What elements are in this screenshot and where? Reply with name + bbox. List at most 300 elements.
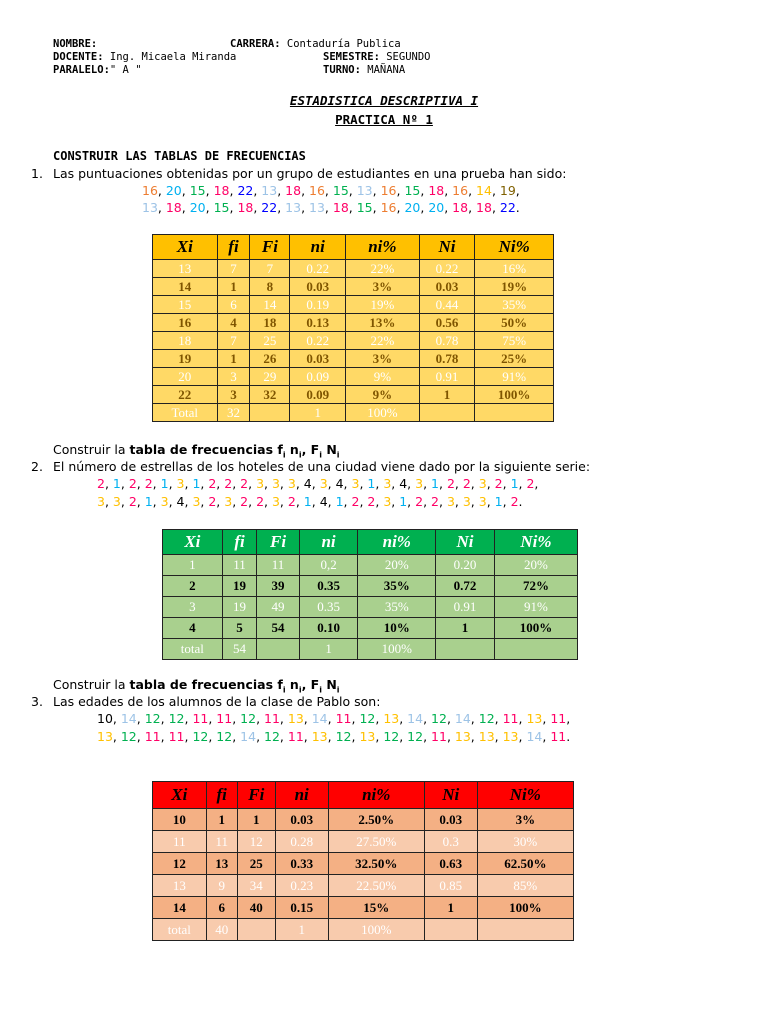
table-cell: 1 xyxy=(419,386,475,404)
table-cell: 0.22 xyxy=(419,260,475,278)
table-row xyxy=(153,386,554,404)
series-value: 13 xyxy=(142,200,158,215)
series-separator: , xyxy=(264,494,272,509)
carrera-field: CARRERA: Contaduría Publica xyxy=(230,38,401,50)
table-cell: 7 xyxy=(217,260,250,278)
table-cell: 1 xyxy=(163,555,223,576)
series-separator: , xyxy=(232,494,241,509)
series-value: 1 xyxy=(494,494,503,509)
table-cell: 0.78 xyxy=(419,350,475,368)
series-separator: , xyxy=(391,476,400,491)
series-value: 14 xyxy=(526,729,543,744)
series-value: 13 xyxy=(287,711,304,726)
table-cell: 85% xyxy=(477,875,573,897)
table-cell: 35% xyxy=(358,576,436,597)
table-cell: 0.13 xyxy=(290,314,346,332)
table-header-row xyxy=(163,530,578,555)
table-cell: 72% xyxy=(494,576,577,597)
table-cell: 30% xyxy=(477,831,573,853)
series-value: 12 xyxy=(359,711,376,726)
series-separator: , xyxy=(375,476,384,491)
series-separator: , xyxy=(470,729,479,744)
series-separator: , xyxy=(136,711,145,726)
series-separator: , xyxy=(375,711,384,726)
series-value: 2 xyxy=(256,494,265,509)
series-separator: , xyxy=(279,494,288,509)
table-cell: 1 xyxy=(436,618,495,639)
table-cell xyxy=(494,639,577,660)
series-separator: , xyxy=(494,711,503,726)
problem3-number: 3. xyxy=(31,694,43,709)
column-header: fi xyxy=(222,530,257,555)
series-value: 12 xyxy=(264,729,280,744)
series-value: 3 xyxy=(256,476,265,491)
table-cell xyxy=(237,919,275,941)
series-value: 4 xyxy=(176,494,185,509)
series-value: 13 xyxy=(359,729,376,744)
table-cell: 19% xyxy=(475,278,554,296)
series-separator: , xyxy=(324,183,333,198)
series-separator: , xyxy=(399,729,408,744)
series-separator: , xyxy=(248,494,257,509)
table-cell: 25% xyxy=(475,350,554,368)
table-cell: 25 xyxy=(237,853,275,875)
series-separator: , xyxy=(248,476,257,491)
series-value: 13 xyxy=(502,729,519,744)
series-separator: , xyxy=(301,200,310,215)
series-value: 12 xyxy=(478,711,495,726)
series-value: 3 xyxy=(224,494,233,509)
semestre-field: SEMESTRE: SEGUNDO xyxy=(323,51,431,63)
column-header: fi xyxy=(206,782,237,809)
table-cell: 91% xyxy=(475,368,554,386)
series-value: 3 xyxy=(478,494,487,509)
table-cell: 10 xyxy=(153,809,207,831)
table-cell: 32.50% xyxy=(328,853,424,875)
series-value: 2 xyxy=(446,476,455,491)
table-row xyxy=(153,404,554,422)
table-cell: Total xyxy=(153,404,218,422)
series-value: 2 xyxy=(240,476,249,491)
table-cell: 11 xyxy=(222,555,257,576)
table-cell: 13% xyxy=(346,314,420,332)
series-value: 1 xyxy=(367,476,376,491)
series-separator: , xyxy=(438,494,447,509)
series-separator: , xyxy=(301,183,310,198)
series-separator: , xyxy=(502,476,511,491)
series-value: 2 xyxy=(415,494,424,509)
series-separator: , xyxy=(232,711,241,726)
table-cell: 9% xyxy=(346,368,420,386)
table-cell: 8 xyxy=(250,278,290,296)
series-value: 18 xyxy=(428,183,445,198)
main-title: ESTADISTICA DESCRIPTIVA I xyxy=(289,93,479,108)
table-cell: 2 xyxy=(163,576,223,597)
table-cell xyxy=(477,919,573,941)
table-cell: 0.03 xyxy=(290,350,346,368)
series-value: 18 xyxy=(476,200,492,215)
series-value: 13 xyxy=(526,711,543,726)
series-separator: , xyxy=(160,729,169,744)
series-value: 3 xyxy=(176,476,185,491)
table-cell: 22% xyxy=(346,260,420,278)
column-header: fi xyxy=(217,235,250,260)
series-separator: , xyxy=(407,494,416,509)
series-separator: , xyxy=(216,476,225,491)
table-cell: 0,2 xyxy=(299,555,358,576)
series-separator: , xyxy=(438,476,447,491)
series-separator: , xyxy=(486,476,495,491)
series-separator: , xyxy=(444,200,453,215)
series-separator: , xyxy=(423,711,432,726)
series-value: 12 xyxy=(192,729,209,744)
series-value: 15 xyxy=(404,183,421,198)
table-cell: 0.28 xyxy=(275,831,328,853)
series-value: 11 xyxy=(502,711,519,726)
series-separator: , xyxy=(327,729,336,744)
table-cell: 0.15 xyxy=(275,897,328,919)
series-value: 2 xyxy=(510,494,519,509)
table-cell: 22.50% xyxy=(328,875,424,897)
table-cell: 9% xyxy=(346,386,420,404)
series-value: 3 xyxy=(351,476,360,491)
table-row xyxy=(163,618,578,639)
table-cell: 25 xyxy=(250,332,290,350)
table-cell: 15% xyxy=(328,897,424,919)
table-cell: 0.03 xyxy=(419,278,475,296)
table-row xyxy=(153,350,554,368)
series-value: 15 xyxy=(213,200,230,215)
series-separator: , xyxy=(136,494,145,509)
series-value: 11 xyxy=(264,711,280,726)
series-separator: , xyxy=(181,183,190,198)
column-header: Ni xyxy=(419,235,475,260)
table-header-row xyxy=(153,235,554,260)
series-value: 13 xyxy=(261,183,278,198)
series-separator: , xyxy=(515,183,520,198)
series-separator: , xyxy=(407,476,416,491)
column-header: Ni% xyxy=(477,782,573,809)
table-cell: 1 xyxy=(217,350,250,368)
table-cell: 9 xyxy=(206,875,237,897)
series-separator: , xyxy=(420,200,429,215)
series-separator: , xyxy=(279,729,288,744)
table-row xyxy=(153,897,574,919)
series-value: 3 xyxy=(319,476,328,491)
table-cell: 0.35 xyxy=(299,576,358,597)
series-separator: , xyxy=(152,494,161,509)
series-separator: , xyxy=(372,200,381,215)
series-value: 1 xyxy=(144,494,153,509)
table-cell: 0.3 xyxy=(424,831,477,853)
series-separator: , xyxy=(396,200,405,215)
series-separator: , xyxy=(229,200,238,215)
series-value: 2 xyxy=(526,476,535,491)
table-cell: 19 xyxy=(222,597,257,618)
series-value: 13 xyxy=(309,200,325,215)
series-separator: , xyxy=(423,494,432,509)
table-cell: 49 xyxy=(257,597,299,618)
series-separator: , xyxy=(160,711,169,726)
series-value: 4 xyxy=(335,476,344,491)
table-cell: 0.56 xyxy=(419,314,475,332)
series-value: 22 xyxy=(499,200,516,215)
series-value: 22 xyxy=(237,183,254,198)
series-value: 4 xyxy=(399,476,408,491)
table-cell: 19% xyxy=(346,296,420,314)
table-cell: 15 xyxy=(153,296,218,314)
column-header: ni% xyxy=(358,530,436,555)
series-separator: , xyxy=(184,476,193,491)
table-cell: 6 xyxy=(217,296,250,314)
series-value: 14 xyxy=(407,711,424,726)
column-header: Fi xyxy=(250,235,290,260)
series-separator: , xyxy=(327,494,336,509)
table-cell: 39 xyxy=(257,576,299,597)
series-value: 2 xyxy=(144,476,153,491)
table-cell: 91% xyxy=(494,597,577,618)
series-value: 3 xyxy=(271,476,280,491)
series-value: 15 xyxy=(189,183,206,198)
series-separator: , xyxy=(295,476,304,491)
series-value: 3 xyxy=(383,494,392,509)
table-row xyxy=(153,919,574,941)
series-separator: , xyxy=(232,476,241,491)
series-separator: , xyxy=(423,476,432,491)
table-row xyxy=(163,576,578,597)
column-header: Ni xyxy=(436,530,495,555)
series-value: 11 xyxy=(287,729,304,744)
table-cell: 1 xyxy=(217,278,250,296)
series-separator: , xyxy=(518,476,527,491)
table-row xyxy=(153,278,554,296)
series-separator: , xyxy=(184,494,193,509)
table-cell: 13 xyxy=(153,875,207,897)
series-separator: , xyxy=(351,729,360,744)
table-cell: 35% xyxy=(475,296,554,314)
table-cell: 1 xyxy=(299,639,358,660)
table-row xyxy=(153,260,554,278)
series-value: 2 xyxy=(351,494,360,509)
series-value: 1 xyxy=(192,476,201,491)
series-value: 3 xyxy=(160,494,169,509)
table-cell: 3% xyxy=(346,350,420,368)
series-separator: , xyxy=(295,494,304,509)
table-cell: 26 xyxy=(250,350,290,368)
instruction-2: Construir la tabla de frecuencias $f_i$ $n_i$, $F_i$ $N_i$ xyxy=(53,677,340,695)
table-cell xyxy=(257,639,299,660)
table-cell: 12 xyxy=(153,853,207,875)
table-cell: 0.35 xyxy=(299,597,358,618)
table-cell: 1 xyxy=(275,919,328,941)
series-value: 18 xyxy=(452,200,469,215)
series-value: 13 xyxy=(454,729,471,744)
table-cell: 0.22 xyxy=(290,260,346,278)
series-separator: , xyxy=(491,183,500,198)
series-separator: , xyxy=(181,200,190,215)
series-separator: , xyxy=(359,494,368,509)
series-value: 10 xyxy=(97,711,113,726)
section-title: CONSTRUIR LAS TABLAS DE FRECUENCIAS xyxy=(53,149,306,163)
series-separator: , xyxy=(208,711,217,726)
table-cell: 0.85 xyxy=(424,875,477,897)
series-value: 11 xyxy=(168,729,185,744)
series-separator: , xyxy=(216,494,225,509)
table-cell: 32 xyxy=(250,386,290,404)
series-separator: , xyxy=(205,200,214,215)
table-cell: 1 xyxy=(206,809,237,831)
series-value: 16 xyxy=(380,200,397,215)
table-cell: 20% xyxy=(494,555,577,576)
problem1-number: 1. xyxy=(31,166,43,181)
table-cell: total xyxy=(153,919,207,941)
table-cell: 0.23 xyxy=(275,875,328,897)
series-separator: , xyxy=(311,494,320,509)
table-row xyxy=(163,555,578,576)
table-row xyxy=(163,597,578,618)
column-header: ni xyxy=(275,782,328,809)
column-header: Fi xyxy=(237,782,275,809)
series-value: 1 xyxy=(335,494,344,509)
series-separator: , xyxy=(120,494,129,509)
series-separator: , xyxy=(136,729,145,744)
problem2-series-line1 xyxy=(97,476,538,491)
series-value: 16 xyxy=(142,183,158,198)
table-cell: 0.78 xyxy=(419,332,475,350)
series-separator: , xyxy=(454,494,463,509)
series-value: 12 xyxy=(335,729,352,744)
series-value: 20 xyxy=(428,200,445,215)
series-separator: , xyxy=(256,729,265,744)
table-cell: 11 xyxy=(153,831,207,853)
series-value: 3 xyxy=(478,476,487,491)
series-separator: , xyxy=(423,729,432,744)
table-cell: 7 xyxy=(217,332,250,350)
series-separator: , xyxy=(184,711,193,726)
table-cell: 32 xyxy=(217,404,250,422)
table-cell: 10% xyxy=(358,618,436,639)
series-separator: , xyxy=(157,183,166,198)
series-value: 16 xyxy=(380,183,397,198)
series-value: 18 xyxy=(332,200,349,215)
series-separator: , xyxy=(343,476,352,491)
series-separator: , xyxy=(112,711,121,726)
series-separator: , xyxy=(468,200,477,215)
table-row xyxy=(153,314,554,332)
series-value: 3 xyxy=(415,476,424,491)
series-separator: , xyxy=(112,729,121,744)
table-cell: 35% xyxy=(358,597,436,618)
series-value: 15 xyxy=(332,183,349,198)
table-cell: 0.72 xyxy=(436,576,495,597)
practica-title: PRACTICA Nº 1 xyxy=(335,112,433,127)
column-header: Fi xyxy=(257,530,299,555)
series-separator: , xyxy=(542,711,551,726)
table-cell: 16 xyxy=(153,314,218,332)
series-separator: , xyxy=(359,476,368,491)
frequency-table-3 xyxy=(152,781,574,941)
table-cell: 100% xyxy=(346,404,420,422)
series-separator: , xyxy=(232,729,241,744)
problem2-number: 2. xyxy=(31,459,43,474)
series-separator: , xyxy=(327,711,336,726)
table-cell: 40 xyxy=(237,897,275,919)
series-value: 3 xyxy=(383,476,392,491)
table-row xyxy=(153,368,554,386)
table-cell: 16% xyxy=(475,260,554,278)
table-cell: 14 xyxy=(153,897,207,919)
table-row xyxy=(153,875,574,897)
column-header: ni% xyxy=(346,235,420,260)
series-value: 13 xyxy=(356,183,373,198)
table-cell: 0.10 xyxy=(299,618,358,639)
table-cell xyxy=(475,404,554,422)
column-header: Ni% xyxy=(494,530,577,555)
table-cell: 29 xyxy=(250,368,290,386)
table-cell: 3% xyxy=(477,809,573,831)
series-value: 14 xyxy=(311,711,328,726)
series-separator: , xyxy=(470,494,479,509)
table-cell: 18 xyxy=(250,314,290,332)
series-value: 4 xyxy=(303,476,312,491)
series-separator: , xyxy=(208,729,217,744)
series-value: 11 xyxy=(192,711,209,726)
series-value: 2 xyxy=(494,476,503,491)
table-cell: 27.50% xyxy=(328,831,424,853)
series-value: 3 xyxy=(287,476,296,491)
series-value: 2 xyxy=(224,476,233,491)
series-value: 1 xyxy=(112,476,121,491)
table-cell: 0.20 xyxy=(436,555,495,576)
series-value: 1 xyxy=(399,494,408,509)
series-separator: , xyxy=(200,476,209,491)
series-value: 12 xyxy=(407,729,424,744)
table-cell: 2.50% xyxy=(328,809,424,831)
series-value: 12 xyxy=(216,729,233,744)
series-value: 18 xyxy=(237,200,254,215)
series-value: 13 xyxy=(97,729,113,744)
table-cell: 1 xyxy=(424,897,477,919)
series-value: 12 xyxy=(144,711,161,726)
series-separator: , xyxy=(277,183,286,198)
series-separator: , xyxy=(399,711,408,726)
series-separator: , xyxy=(518,729,527,744)
table-header-row xyxy=(153,782,574,809)
series-separator: , xyxy=(446,711,455,726)
series-value: 3 xyxy=(462,494,471,509)
series-separator: . xyxy=(566,729,571,744)
table-row xyxy=(153,853,574,875)
series-value: 14 xyxy=(240,729,257,744)
series-separator: . xyxy=(515,200,520,215)
series-value: 2 xyxy=(97,476,105,491)
series-value: 1 xyxy=(303,494,312,509)
table-cell: 0.03 xyxy=(424,809,477,831)
series-value: 13 xyxy=(285,200,302,215)
frequency-table-1 xyxy=(152,234,554,422)
series-separator: , xyxy=(486,494,495,509)
series-separator: , xyxy=(279,711,288,726)
table-cell: 3 xyxy=(217,368,250,386)
column-header: Ni xyxy=(424,782,477,809)
table-cell: 19 xyxy=(153,350,218,368)
turno-field: TURNO: MAÑANA xyxy=(323,64,406,76)
table-cell: 100% xyxy=(475,386,554,404)
series-separator: , xyxy=(470,711,479,726)
series-separator: , xyxy=(303,729,312,744)
series-separator: , xyxy=(104,476,113,491)
series-separator: , xyxy=(327,476,336,491)
